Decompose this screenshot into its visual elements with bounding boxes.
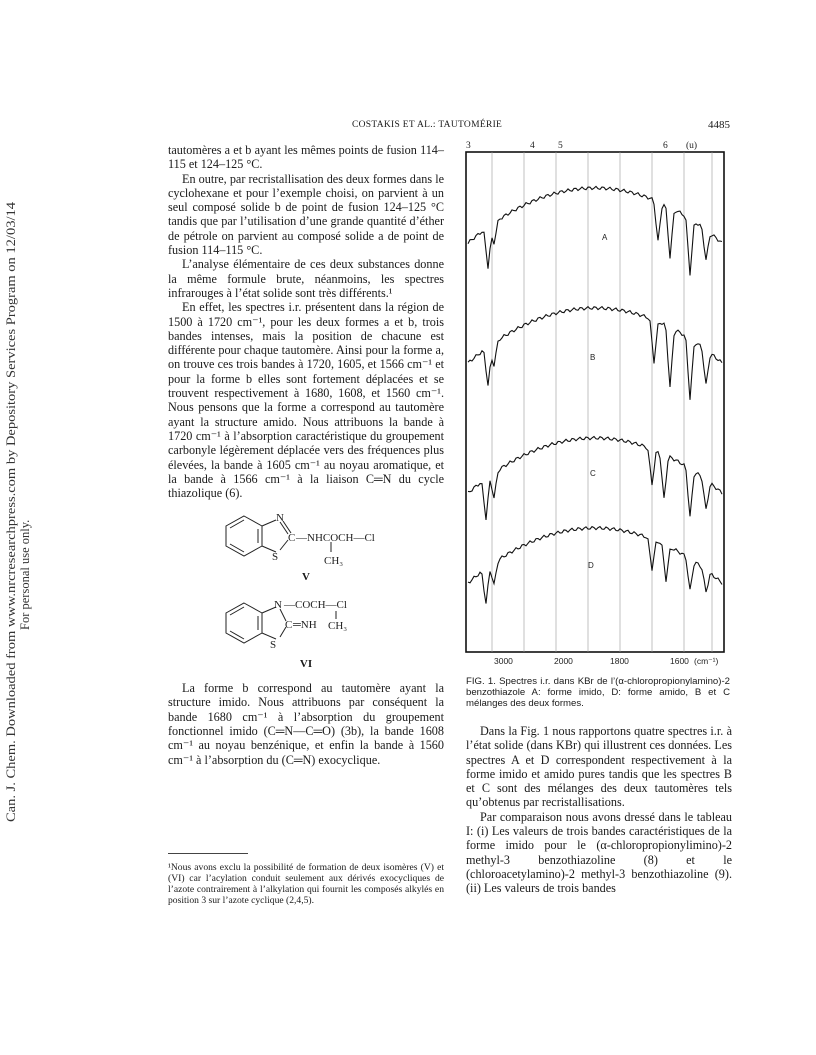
structure-label: VI [299,657,313,670]
bottom-tick-label: 3000 [494,656,513,666]
top-tick-label: 6 [663,141,668,151]
left-column [168,143,444,767]
atom-n: N [274,598,282,611]
figure-1 [458,128,732,668]
structure-v [168,508,444,584]
figure-caption: FIG. 1. Spectres i.r. dans KBr de l’(α-chloropropionylamino)-2 benzothiazole A: forme imido, D: forme amido, B et C mélanges des deux formes. [466,676,730,709]
right-column [466,724,732,896]
paragraph: La forme b correspond au tautomère ayant la structure imido. Nous attribuons par conséquent la bande 1680 cm⁻¹ à l’absorption du groupement fonctionnel imido (C═N—C═O) (3b), la bande 1608 cm⁻¹ au noyau benzénique, et enfin la bande à 1560 cm⁻¹ à l’absorption du (C═N) exocyclique. [168,681,444,767]
spectrum-label-d: D [588,561,594,570]
plot-frame [466,152,724,652]
structure-vi-drawing [216,593,396,655]
page-number: 4485 [708,119,730,131]
side-note-line-2: For personal use only. [18,519,32,630]
spectrum-label-b: B [590,353,596,362]
side-note [2,190,36,830]
running-head: COSTAKIS ET AL.: TAUTOMÉRIE [352,120,503,130]
top-tick-label: 5 [558,141,563,151]
methyl: CH₃ [324,555,344,568]
atom-s: S [272,551,279,564]
structure-vi [168,593,444,671]
paragraph: Dans la Fig. 1 nous rapportons quatre spectres i.r. à l’état solide (dans KBr) qui illustrent ces données. Les spectres A et D correspondent respectivement à la forme imido et amido pures tandis que les spectres B et C sont des mélanges des deux tautomères tels qu’obtenus par recristallisations. [466,724,732,810]
paragraph: L’analyse élémentaire de ces deux substances donne la même formule brute, néanmoins, les spectres infrarouges à l’état solide sont très différents.¹ [168,257,444,300]
bottom-tick-label: 2000 [554,656,573,666]
footnote-rule [168,853,248,854]
footnote: ¹Nous avons exclu la possibilité de formation de deux isomères (V) et (VI) car l’acylation conduit seulement aux dérivés exocycliques de l’azote contrairement à l’alkylation qui fournit les composés alkylés en position 3 sur l’azote cyclique (2,4,5). [168,862,444,906]
paragraph: En outre, par recristallisation des deux formes dans le cyclohexane et pour l’exemple choisi, on parvient à un seul composé solide b de point de fusion 124–125 °C tandis que par l’utilisation d’une grande quantité d’éther de pétrole on parvient au composé solide a de point de fusion 114–115 °C. [168,171,444,258]
substituent: —NHCOCH—Cl [296,532,375,545]
atom-c: C [285,618,293,631]
paragraph: En effet, les spectres i.r. présentent dans la région de 1500 à 1720 cm⁻¹, pour les deux formes a et b, trois bandes intenses, mais la position de chacune est différente pour chaque tautomère. Ainsi pour la forme a, on trouve ces trois bandes à 1720, 1605, et 1566 cm⁻¹ et pour la forme b elles sont fortement déplacées et se trouvent respectivement à 1680, 1608, et 1560 cm⁻¹. Nous pensons que la forme a correspond au tautomère ayant la structure amido. Nous attribuons la bande à 1720 cm⁻¹ à l’absorption caractéristique du groupement carbonyle légèrement déplacée vers des fréquences plus élevées, la bande à 1605 cm⁻¹ au noyau aromatique, et la bande à 1566 cm⁻¹ à la liaison C═N du cycle thiazolique (6). [168,300,444,501]
methyl: CH₃ [328,619,348,632]
atom-n: N [276,512,284,525]
side-note-line-1: Can. J. Chem. Downloaded from www.nrcresearchpress.com by Depository Services Program on 12/03/14 [4,287,18,822]
atom-s: S [270,638,277,651]
substituent: —COCH—Cl [284,598,347,611]
top-tick-label: 3 [466,141,471,151]
bottom-tick-label: 1600 [670,656,689,666]
structure-label: V [302,571,310,584]
bottom-tick-label: (cm⁻¹) [694,656,719,666]
spectrum-label-c: C [590,469,596,478]
imino: ═NH [293,618,317,631]
atom-c: C [288,532,296,545]
top-tick-label: (u) [686,141,698,151]
top-tick-label: 4 [530,141,535,151]
ir-spectra-figure [458,128,732,668]
paragraph: tautomères a et b ayant les mêmes points de fusion 114–115 et 124–125 °C. [168,143,444,172]
paragraph: Par comparaison nous avons dressé dans le tableau I: (i) Les valeurs de trois bandes caractéristiques de la forme imido pour le (α-chloropropionylimino)-2 methyl-3 benzothiazoline (8) et le (chloroacetylamino)-2 methyl-3 benzothiazoline (9). (ii) Les valeurs de trois bandes [466,809,732,896]
spectrum-label-a: A [602,233,608,242]
bottom-tick-label: 1800 [610,656,629,666]
side-note-svg [2,190,36,830]
structure-v-drawing [216,508,396,568]
